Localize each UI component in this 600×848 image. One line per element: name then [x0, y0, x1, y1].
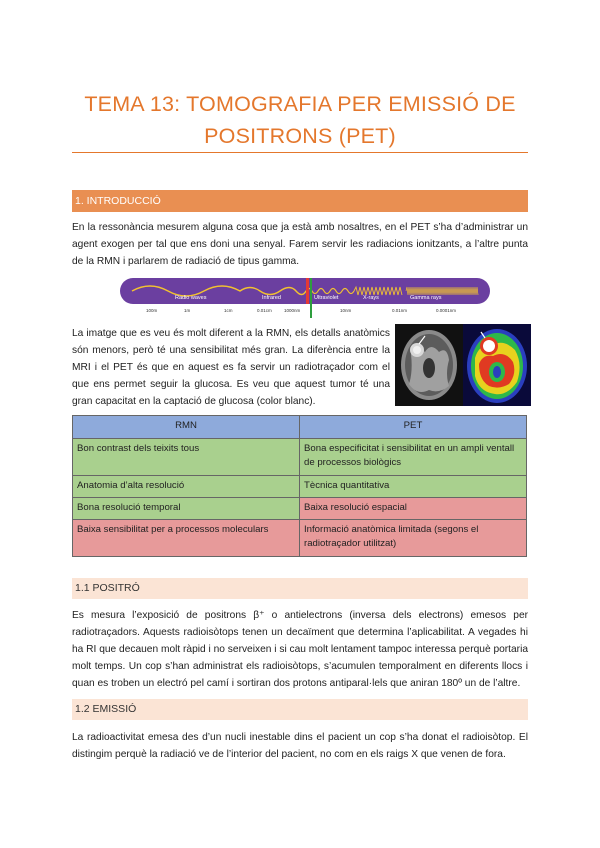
spectrum-scale-00001nm: 0.0001nm	[436, 308, 457, 313]
spectrum-band-ultraviolet: Ultraviolet	[314, 295, 339, 301]
page-title-line1: TEMA 13: TOMOGRAFIA PER EMISSIÓ DE	[84, 92, 516, 116]
spectrum-band-gamma: Gamma rays	[410, 295, 442, 301]
spectrum-scale-1cm: 1cm	[224, 308, 233, 313]
table-row	[73, 498, 527, 520]
spectrum-scale-1000nm: 1000nm	[284, 308, 301, 313]
spectrum-scale-10nm: 10nm	[340, 308, 352, 313]
mri-brain-image	[395, 324, 463, 406]
rmn-pet-comparison-table	[72, 415, 527, 557]
table-cell: Bona resolució temporal	[73, 498, 300, 520]
table-header-pet: PET	[300, 416, 527, 439]
table-cell: Baixa sensibilitat per a processos moleculars	[73, 520, 300, 557]
table-header-rmn: RMN	[73, 416, 300, 439]
table-row	[73, 476, 527, 498]
spectrum-scale-1m: 1m	[184, 308, 191, 313]
table-row	[73, 439, 527, 476]
spectrum-band-infrared: Infrared	[262, 295, 281, 301]
title-divider	[72, 152, 528, 153]
pet-brain-image	[463, 324, 531, 406]
spectrum-scale-001cm: 0.01cm	[257, 308, 272, 313]
page-title-line2: POSITRONS (PET)	[204, 124, 396, 148]
emissio-paragraph: La radioactivitat emesa des d’un nucli inestable dins el pacient un cop s’ha donat el radioisòtop. El distingim perquè la radiació ve de l’interior del pacient, no com en els raigs X que venen de fora.	[72, 732, 528, 760]
table-cell: Baixa resolució espacial	[300, 498, 527, 520]
positro-paragraph: Es mesura l’exposició de positrons β⁺ o antielectrons (inversa dels electrons) emesos per radiotraçadors. Aquests radioisòtops tenen un decaïment que determina l’aplicabilitat. A vegades hi ha RI que decauen molt ràpid i no serveixen i si cau molt lentament tampoc interessa perquè portaria molt temps. Un cop s’han administrat els radioisòtops, s’acumulen temporalment en diferents llocs i quan es troben un electró pel camí i sortiran dos protons antiparal·lels que aniran 180º un de l’altre.	[72, 610, 528, 689]
intro-paragraph: En la ressonància mesurem alguna cosa que ja està amb nosaltres, en el PET s’ha d’administrar un agent exogen per tal que ens doni una senyal. Farem servir les radiacions ionitzants, a l’altre punta de la RMN i parlarem de radiació de tipus gamma.	[72, 222, 528, 267]
spectrum-scale-100m: 100m	[146, 308, 158, 313]
spectrum-scale-001nm: 0.01nm	[392, 308, 408, 313]
page-title	[72, 88, 528, 152]
table-header-row	[73, 416, 527, 439]
spectrum-band-radio: Radio waves	[175, 295, 207, 301]
table-cell: Bona especificitat i sensibilitat en un ampli ventall de processos biològics	[300, 439, 527, 476]
spectrum-band-xrays: X-rays	[363, 295, 379, 301]
table-row	[73, 520, 527, 557]
table-cell: Informació anatòmica limitada (segons el radiotraçador utilitzat)	[300, 520, 527, 557]
table-cell: Tècnica quantitativa	[300, 476, 527, 498]
pet-comparison-paragraph: La imatge que es veu és molt diferent a la RMN, els detalls anatòmics són menors, però té una sensibilitat més gran. La diferència entre la MRI i el PET és que en aquest es fa servir un radiotraçador com el que ens permet seguir la glucosa. Es veu que aquest tumor té una gran capacitat en la captació de glucosa (color blanc).	[72, 328, 390, 407]
section-heading-positro: 1.1 POSITRÓ	[72, 578, 528, 599]
table-cell: Bon contrast dels teixits tous	[73, 439, 300, 476]
electromagnetic-spectrum-image	[120, 278, 490, 318]
section-heading-introduccio: 1. INTRODUCCIÓ	[72, 190, 528, 212]
table-cell: Anatomia d’alta resolució	[73, 476, 300, 498]
section-heading-emissio: 1.2 EMISSIÓ	[72, 699, 528, 720]
